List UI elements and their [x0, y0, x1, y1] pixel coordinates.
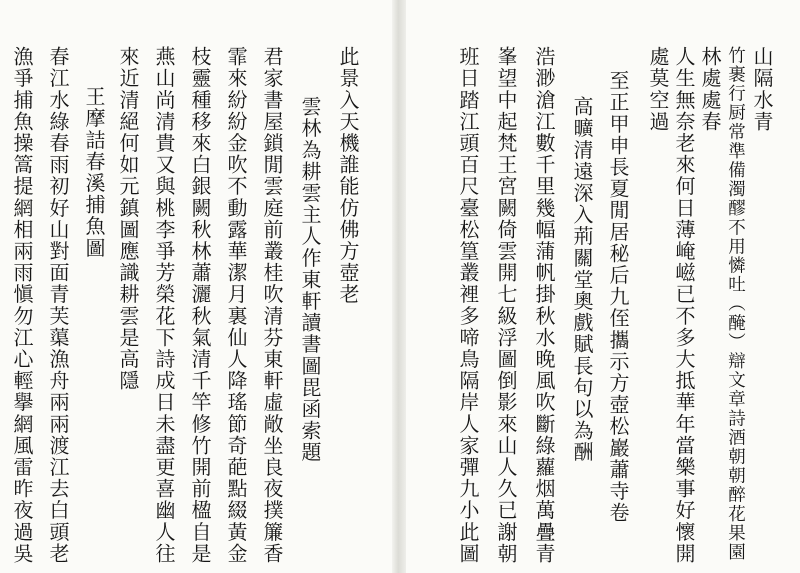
text-column: 山隔水青 — [750, 46, 774, 133]
text-column: 燕山尚清貴又與桃李爭芳榮花下詩成日未盡更喜幽人往 — [152, 46, 176, 565]
text-column: 雲林為耕雲主人作東軒讀書圖毘函索題 — [298, 96, 322, 464]
text-column: 此景入天機誰能仿佛方壺老 — [336, 46, 360, 306]
text-column: 至正甲申長夏閒居秘后九侄攜示方壺松巖蕭寺卷 — [606, 70, 630, 524]
text-column: 漁爭捕魚操篙提網相兩雨愼勿江心輕擧網風雷昨夜過吳 — [10, 46, 34, 565]
text-column: 春江水綠春雨初好山對面青芙蕖漁舟兩兩渡江去白頭老 — [46, 46, 70, 565]
text-column: 王摩詰春溪捕魚圖 — [82, 86, 106, 259]
book-gutter — [392, 0, 406, 573]
text-column: 君家書屋鎖閒雲庭前叢桂吹清芬東軒虛敞坐良夜撲簾香 — [260, 46, 284, 565]
text-column: 竹裹行厨常準備濁醪不用憐吐（醃）辯文章詩酒朝朝醉花果園 — [725, 46, 746, 562]
text-column: 霏來紛紛金吹不動露華潔月裏仙人降瑤節奇葩點綴黃金 — [224, 46, 248, 565]
text-column: 來近清絕何如元鎮圖應識耕雲是高隱 — [116, 46, 140, 392]
text-column: 峯望中起梵王宮闕倚雲開七級浮圖倒影來山人久已謝朝 — [494, 46, 518, 565]
text-column: 處莫空過 — [646, 46, 670, 133]
text-column: 浩渺滄江數千里幾幅蒲帆掛秋水晚風吹斷綠蘿烟萬疊青 — [532, 46, 556, 565]
text-column: 班日踏江頭百尺臺松篁叢裡多啼鳥隔岸人家彈九小此圖 — [456, 46, 480, 565]
text-column: 人生無奈老來何日薄崦嵫已不多大抵華年當樂事好懷開 — [672, 46, 696, 565]
text-column: 林處處春 — [698, 46, 722, 133]
text-column: 枝靈種移來白銀闕秋林蕭灑秋氣清千竿修竹開前楹自是 — [188, 46, 212, 565]
text-column: 高曠清遠深入荊關堂奧戲賦長句以為酬 — [570, 96, 594, 464]
